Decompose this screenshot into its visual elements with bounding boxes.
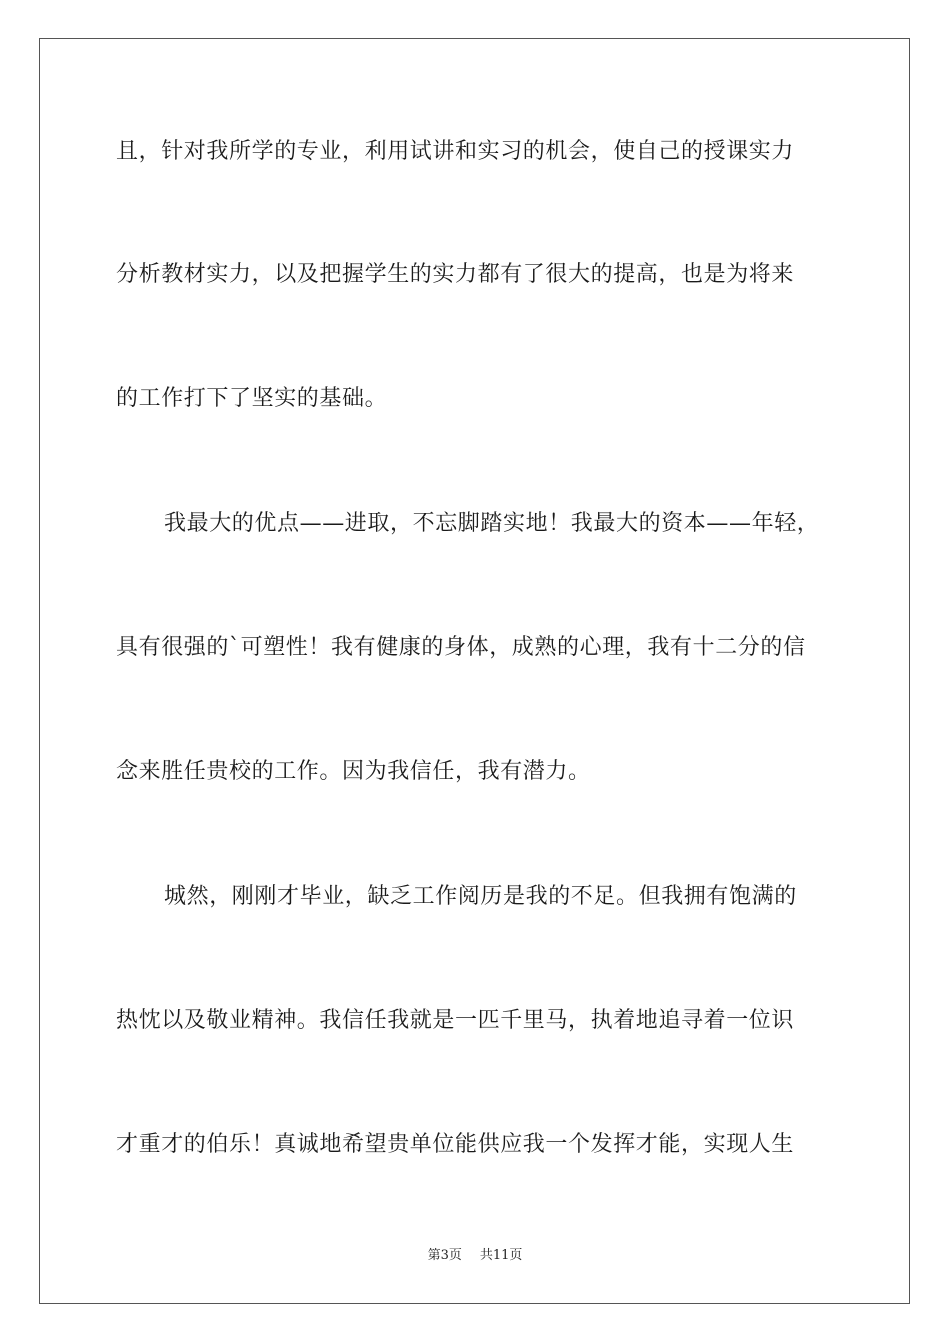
text-line-6: 念来胜任贵校的工作。因为我信任，我有潜力。 xyxy=(116,759,591,784)
text-line-5: 具有很强的`可塑性！我有健康的身体，成熟的心理，我有十二分的信 xyxy=(116,635,806,660)
paragraph-3-line-1: 城然，刚刚才毕业，缺乏工作阅历是我的不足。但我拥有饱满的 xyxy=(164,884,797,909)
text-line-1: 且，针对我所学的专业，利用试讲和实习的机会，使自己的授课实力 xyxy=(116,139,795,164)
page-number: 第3页 xyxy=(427,1248,462,1263)
text-line-9: 才重才的伯乐！真诚地希望贵单位能供应我一个发挥才能，实现人生 xyxy=(116,1132,795,1157)
page-footer xyxy=(0,1247,950,1265)
page-total: 共11页 xyxy=(479,1248,523,1263)
page-border xyxy=(39,38,910,1304)
paragraph-2-line-1: 我最大的优点——进取，不忘脚踏实地！我最大的资本——年轻， xyxy=(164,511,820,536)
text-line-3: 的工作打下了坚实的基础。 xyxy=(116,386,388,411)
text-line-8: 热忱以及敬业精神。我信任我就是一匹千里马，执着地追寻着一位识 xyxy=(116,1008,795,1033)
text-line-2: 分析教材实力，以及把握学生的实力都有了很大的提高，也是为将来 xyxy=(116,262,795,287)
